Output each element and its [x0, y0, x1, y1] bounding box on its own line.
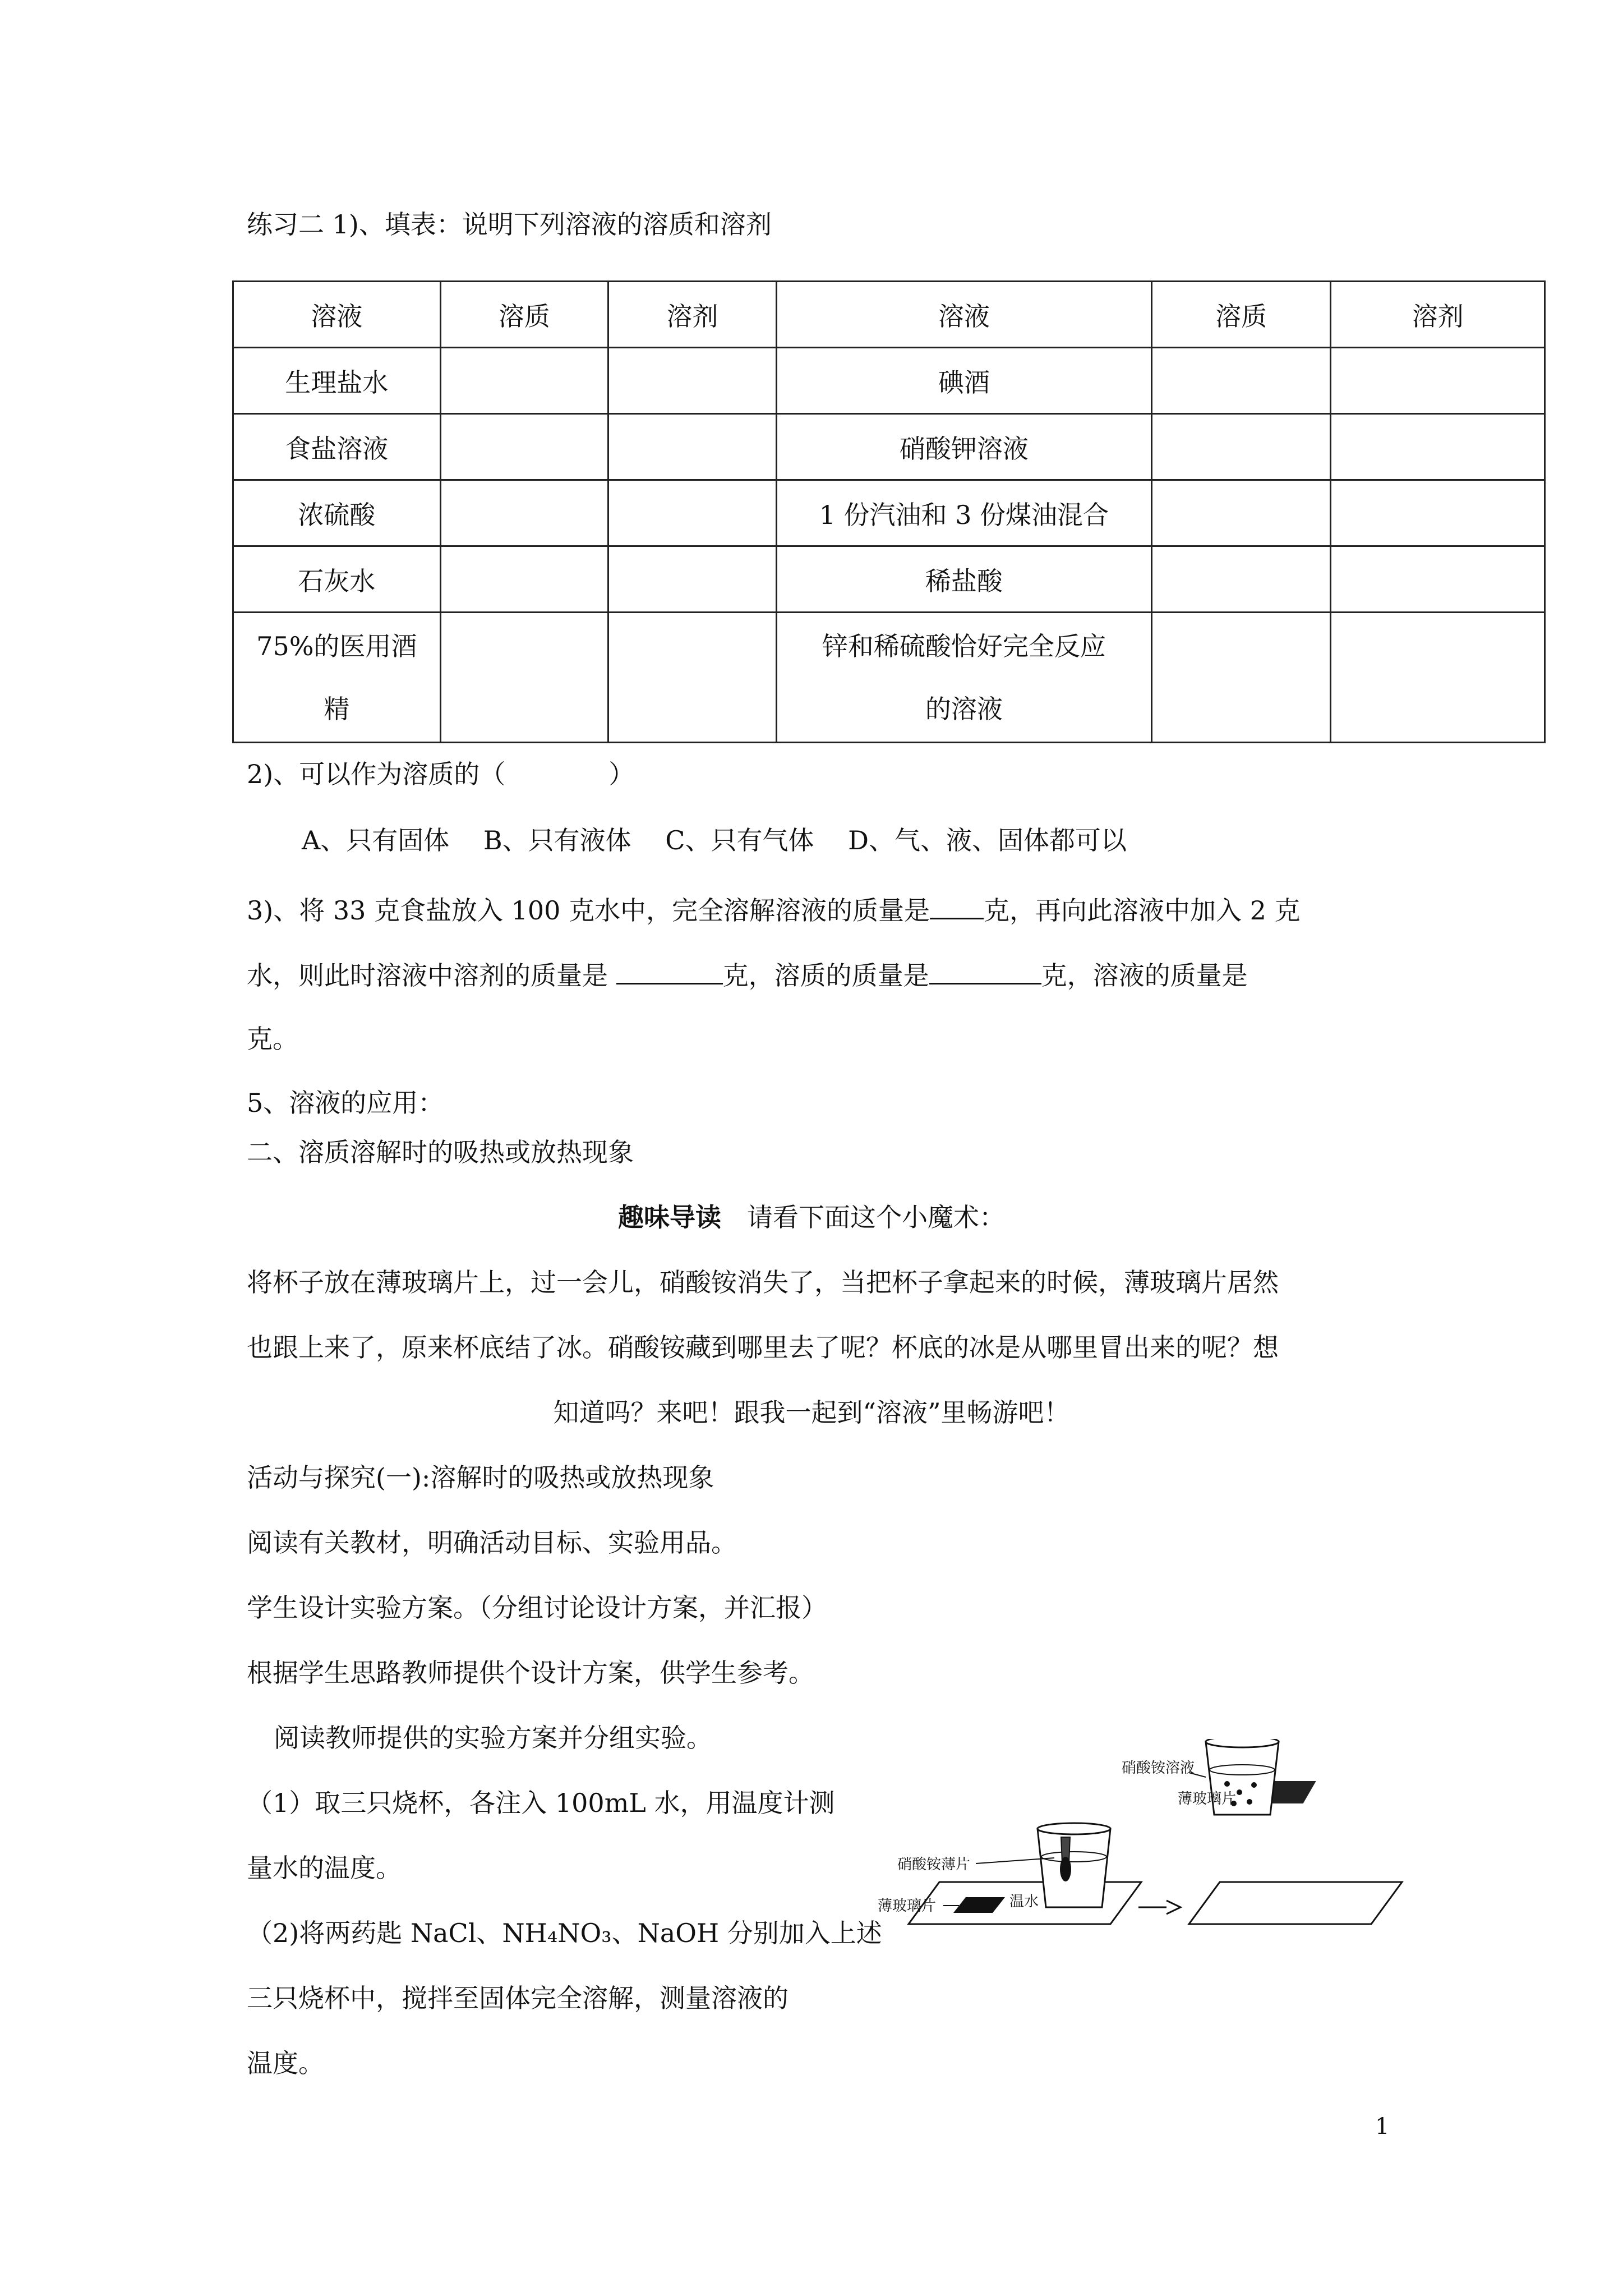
- label-warm-water: 温水: [1009, 1893, 1039, 1910]
- question-2-stem: 2)、可以作为溶质的（ ）: [247, 759, 635, 789]
- solute-blank-cell[interactable]: [440, 613, 608, 743]
- reading-subtitle: 请看下面这个小魔术：: [747, 1202, 1005, 1232]
- q3-text: 克，溶液的质量是: [1041, 960, 1248, 991]
- bubble: [1247, 1799, 1252, 1805]
- solute-blank-cell[interactable]: [1151, 414, 1331, 480]
- beaker-rim: [1038, 1823, 1110, 1834]
- solvent-blank-cell[interactable]: [1331, 613, 1545, 743]
- q3-text: 3)、将 33 克食盐放入 100 克水中，完全溶解溶液的质量是: [247, 895, 930, 926]
- step-1-line: （1）取三只烧杯，各注入 100mL 水，用温度计测: [247, 1788, 835, 1818]
- question-2-options: A、只有固体 B、只有液体 C、只有气体 D、气、液、固体都可以: [302, 825, 1127, 855]
- solution-name: 稀盐酸: [776, 546, 1151, 613]
- header-solute: 溶质: [440, 282, 608, 348]
- solute-blank-cell[interactable]: [440, 546, 608, 613]
- beaker-left: [1038, 1829, 1110, 1907]
- table-row: [233, 546, 1545, 613]
- solute-blank-cell[interactable]: [440, 480, 608, 546]
- answer-blank[interactable]: [616, 957, 723, 984]
- solvent-blank-cell[interactable]: [608, 414, 777, 480]
- reading-title: 趣味导读: [618, 1202, 721, 1232]
- solvent-blank-cell[interactable]: [1331, 414, 1545, 480]
- water-surface: [1041, 1852, 1106, 1862]
- step-2-line: （2)将两药匙 NaCl、NH₄NO₃、NaOH 分别加入上述: [247, 1918, 882, 1948]
- header-solute: 溶质: [1151, 282, 1331, 348]
- solution-name-line: 锌和稀硫酸恰好完全反应: [822, 631, 1106, 661]
- beaker-rim: [1206, 1739, 1279, 1747]
- q3-text: 水，则此时溶液中溶剂的质量是: [247, 960, 616, 991]
- reading-line-3: 知道吗？来吧！跟我一起到“溶液”里畅游吧！: [553, 1397, 1070, 1428]
- question-3-line-3: 克。: [247, 1024, 298, 1054]
- label-ammonium-nitrate-solution: 硝酸铵溶液: [1122, 1760, 1195, 1777]
- solution-name-line: 的溶液: [925, 693, 1003, 724]
- answer-blank[interactable]: [930, 892, 984, 919]
- solvent-blank-cell[interactable]: [608, 480, 777, 546]
- solution-name: [776, 613, 1151, 743]
- solution-name: 浓硫酸: [233, 480, 441, 546]
- header-solution: 溶液: [776, 282, 1151, 348]
- label-ammonium-nitrate-flake: 硝酸铵薄片: [897, 1856, 971, 1873]
- reading-heading: [0, 1200, 1623, 1234]
- solution-name: 碘酒: [776, 348, 1151, 414]
- experiment-figure: [875, 1739, 1413, 1975]
- solution-name: [233, 613, 441, 743]
- label-thin-glass-left: 薄玻璃片: [878, 1898, 937, 1915]
- table-row: [233, 348, 1545, 414]
- bubble: [1251, 1782, 1257, 1788]
- solute-blank-cell[interactable]: [1151, 480, 1331, 546]
- activity-paragraph: 阅读有关教材，明确活动目标、实验用品。: [247, 1527, 737, 1558]
- test-tube-contents: [1060, 1857, 1071, 1881]
- solvent-blank-cell[interactable]: [1331, 348, 1545, 414]
- solution-name: 食盐溶液: [233, 414, 441, 480]
- liquid-surface: [1210, 1765, 1275, 1775]
- step-2-line: 三只烧杯中，搅拌至固体完全溶解，测量溶液的: [247, 1983, 789, 2013]
- solution-name-line: 75%的医用酒: [256, 631, 417, 661]
- bubble: [1237, 1789, 1242, 1795]
- solute-blank-cell[interactable]: [1151, 613, 1331, 743]
- solvent-blank-cell[interactable]: [608, 348, 777, 414]
- table-row: [233, 414, 1545, 480]
- header-solvent: 溶剂: [608, 282, 777, 348]
- solute-blank-cell[interactable]: [1151, 348, 1331, 414]
- q3-text: 克，再向此溶液中加入 2 克: [984, 895, 1301, 926]
- solute-blank-cell[interactable]: [1151, 546, 1331, 613]
- solution-name: 1 份汽油和 3 份煤油混合: [776, 480, 1151, 546]
- q3-text: 克，溶质的质量是: [722, 960, 929, 991]
- header-solvent: 溶剂: [1331, 282, 1545, 348]
- solution-name: 生理盐水: [233, 348, 441, 414]
- solute-solvent-table: [232, 280, 1546, 743]
- solution-name: 石灰水: [233, 546, 441, 613]
- table-header-row: [233, 282, 1545, 348]
- solute-blank-cell[interactable]: [440, 414, 608, 480]
- step-2-line: 温度。: [247, 2048, 324, 2078]
- question-3-line-2: [247, 957, 1248, 992]
- reading-line-2: 也跟上来了，原来杯底结了冰。硝酸铵藏到哪里去了呢？杯底的冰是从哪里冒出来的呢？想: [247, 1332, 1279, 1363]
- activity-paragraph: 阅读教师提供的实验方案并分组实验。: [274, 1723, 712, 1753]
- section-2-heading: 二、溶质溶解时的吸热或放热现象: [247, 1137, 634, 1167]
- section-5-heading: 5、溶液的应用：: [247, 1088, 444, 1118]
- solute-blank-cell[interactable]: [440, 348, 608, 414]
- solution-name-line: 精: [324, 693, 350, 724]
- table-row: [233, 613, 1545, 743]
- arrow-head: [1166, 1901, 1181, 1914]
- answer-blank[interactable]: [929, 957, 1041, 984]
- table-surface-right: [1189, 1882, 1402, 1924]
- solvent-blank-cell[interactable]: [1331, 480, 1545, 546]
- activity-paragraph: 根据学生思路教师提供个设计方案，供学生参考。: [247, 1658, 814, 1688]
- header-solution: 溶液: [233, 282, 441, 348]
- reading-line-1: 将杯子放在薄玻璃片上，过一会儿，硝酸铵消失了，当把杯子拿起来的时候，薄玻璃片居然: [247, 1267, 1279, 1297]
- exercise-2-title: 练习二 1)、填表：说明下列溶液的溶质和溶剂: [247, 209, 772, 240]
- question-3-line-1: [247, 892, 1301, 927]
- solution-name: 硝酸钾溶液: [776, 414, 1151, 480]
- solvent-blank-cell[interactable]: [608, 546, 777, 613]
- solvent-blank-cell[interactable]: [1331, 546, 1545, 613]
- solvent-blank-cell[interactable]: [608, 613, 777, 743]
- label-thin-glass-right: 薄玻璃片: [1178, 1791, 1237, 1807]
- step-1-line: 量水的温度。: [247, 1853, 402, 1883]
- bubble: [1224, 1781, 1230, 1787]
- page-number: 1: [1375, 2114, 1390, 2139]
- activity-paragraph: 学生设计实验方案。（分组讨论设计方案，并汇报）: [247, 1593, 827, 1623]
- table-row: [233, 480, 1545, 546]
- activity-title: 活动与探究(一):溶解时的吸热或放热现象: [247, 1462, 714, 1493]
